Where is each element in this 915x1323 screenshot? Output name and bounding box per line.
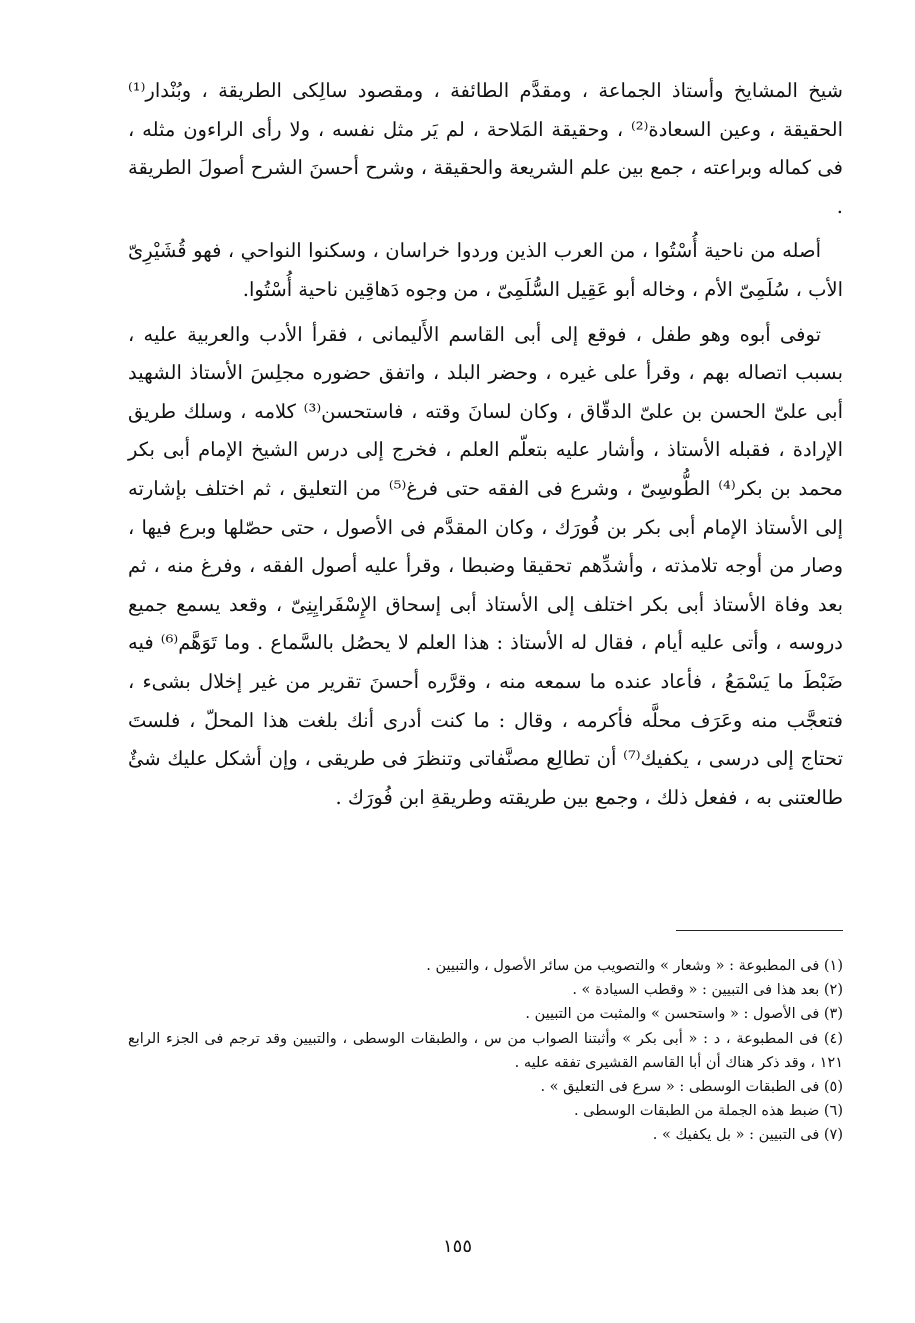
- footnote-3: (٣) فى الأصول : « واستحسن » والمثبت من التبيين .: [525, 1006, 843, 1023]
- footnote-2: (٢) بعد هذا فى التبيين : « وقطب السيادة » .: [572, 982, 843, 999]
- page-number: ١٥٥: [442, 1236, 472, 1257]
- main-text: [128, 72, 843, 823]
- footnote-separator: [676, 930, 843, 931]
- footnote-7: (٧) فى التبيين : « بل يكفيك » .: [652, 1127, 843, 1144]
- footnote-5: (٥) فى الطبقات الوسطى : « سرع فى التعليق » .: [540, 1079, 843, 1096]
- paragraph-2: أصله من ناحية أُسْتُوا ، من العرب الذين وردوا خراسان ، وسكنوا النواحي ، فهو قُشَيْرِىّ الأب ، سُلَمِىّ الأم ، وخاله أبو عَقِيل السُّلَمِىّ ، من وجوه دَهاقِين ناحية أُسْتُوا.: [128, 239, 843, 301]
- paragraph-1: شيخ المشايخ وأستاذ الجماعة ، ومقدَّم الطائفة ، ومقصود سالِكى الطريقة ، وبُنْدار⁽¹⁾ الحقيقة ، وعين السعادة⁽²⁾ ، وحقيقة المَلاحة ، لم يَر مثل نفسه ، ولا رأى الراءون مثله ، فى كماله وبراعته ، جمع بين علم الشريعة والحقيقة ، وشرح أحسنَ الشرح أصولَ الطريقة .: [128, 79, 843, 218]
- footnotes: [128, 954, 843, 1148]
- paragraph-3: توفى أبوه وهو طفل ، فوقع إلى أبى القاسم الأَليمانى ، فقرأ الأدب والعربية عليه ، بسبب اتصاله بهم ، وقرأ على غيره ، وحضر البلد ، واتفق حضوره مجلِسَ الأستاذ الشهيد أبى علىّ الحسن بن علىّ الدقّاق ، وكان لسانَ وقته ، فاستحسن⁽³⁾ كلامه ، وسلك طريق الإرادة ، فقبله الأستاذ ، وأشار عليه بتعلّم العلم ، فخرج إلى درس الشيخ الإمام أبى بكر محمد بن بكر⁽⁴⁾ الطُّوسِىّ ، وشرع فى الفقه حتى فرغ⁽⁵⁾ من التعليق ، ثم اختلف بإشارته إلى الأستاذ الإمام أبى بكر بن فُورَك ، وكان المقدَّم فى الأصول ، حتى حصّلها وبرع فيها ، وصار من أوجه تلامذته ، وأشدِّهم تحقيقا وضبطا ، وقرأ عليه أصول الفقه ، وفرغ منه ، ثم بعد وفاة الأستاذ أبى بكر اختلف إلى الأستاذ أبى إسحاق الإِسْفَرايِنِىّ ، وقعد يسمع جميع دروسه ، وأتى عليه أيام ، فقال له الأستاذ : هذا العلم لا يحصُل بالسَّماع . وما تَوَهَّم⁽⁶⁾ فيه ضَبْطَ ما يَسْمَعُ ، فأعاد عنده ما سمعه منه ، وقرَّره أحسنَ تقرير من غير إخلال بشىء ، فتعجَّب منه وعَرَف محلَّه فأكرمه ، وقال : ما كنت أدرى أنك بلغت هذا المحلّ ، فلستَ تحتاج إلى درسى ، يكفيك⁽⁷⁾ أن تطالِع مصنَّفاتى وتنظرَ فى طريقى ، وإن أشكل عليك شئٌ طالعتنى به ، ففعل ذلك ، وجمع بين طريقته وطريقةِ ابن فُورَك .: [128, 322, 844, 809]
- footnote-1: (١) فى المطبوعة : « وشعار » والتصويب من سائر الأصول ، والتبيين .: [426, 958, 843, 974]
- footnote-4: (٤) فى المطبوعة ، د : « أبى بكر » وأثبتنا الصواب من س ، والطبقات الوسطى ، والتبيين وقد ترجم فى الجزء الرابع ١٢١ ، وقد ذكر هناك أن أبا القاسم القشيرى تفقه عليه .: [128, 1030, 843, 1071]
- footnote-6: (٦) ضبط هذه الجملة من الطبقات الوسطى .: [573, 1103, 843, 1120]
